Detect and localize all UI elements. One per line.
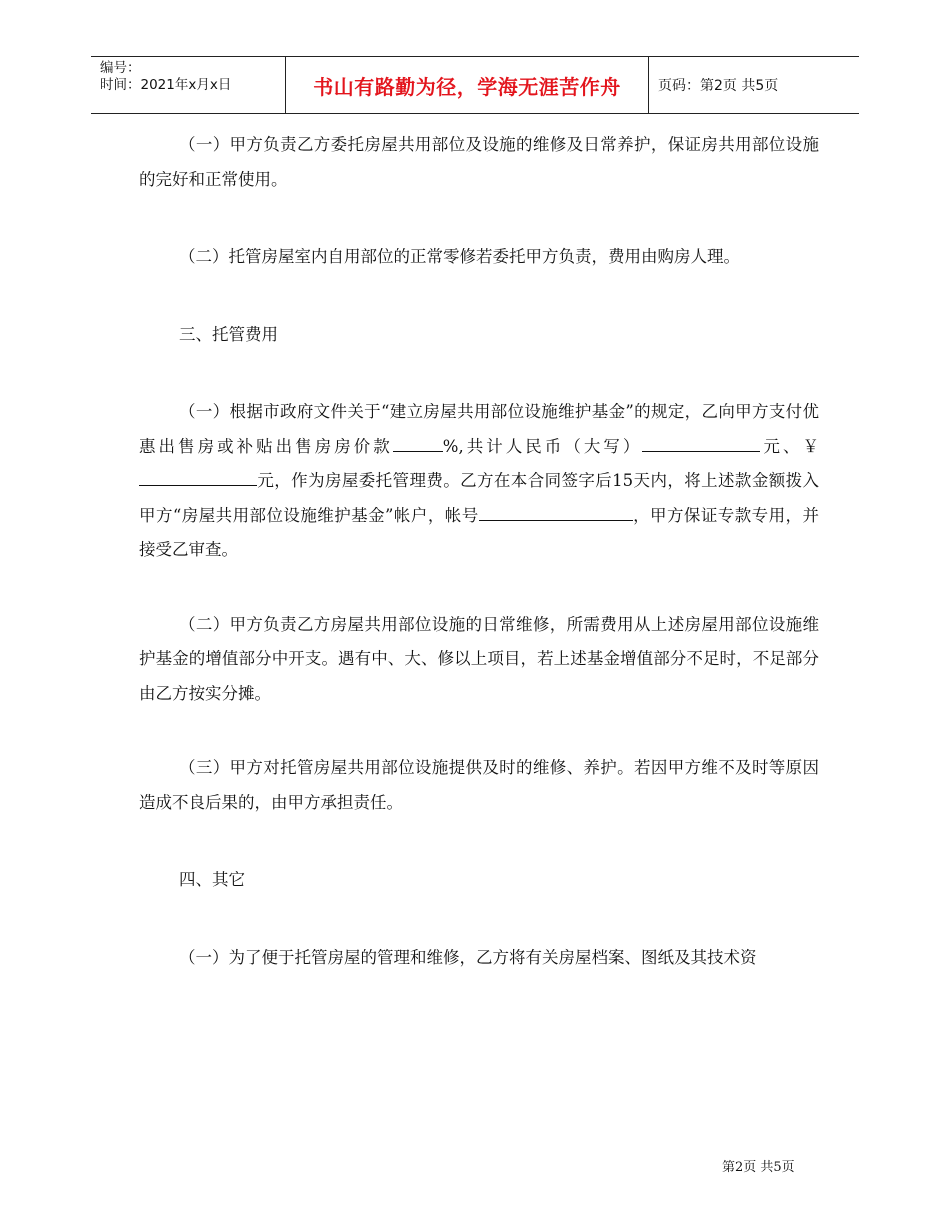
paragraph-3 xyxy=(139,395,819,568)
header-page-info: 页码：第2页 共5页 xyxy=(658,78,779,94)
page-footer: 第2页 共5页 xyxy=(722,1160,795,1175)
document-body xyxy=(139,128,819,975)
page-header xyxy=(91,56,859,114)
paragraph-4: （二）甲方负责乙方房屋共用部位设施的日常维修，所需费用从上述房屋用部位设施维护基金的增值部分中开支。遇有中、大、修以上项目，若上述基金增值部分不足时，不足部分由乙方按实分摊。 xyxy=(139,614,819,703)
paragraph-3-part-a: （一）根据市政府文件关于“建立房屋共用部位设施维护基金”的规定，乙向甲方支付优惠出售房或补贴出售房房价款 xyxy=(139,402,819,456)
paragraph-2: （二）托管房屋室内自用部位的正常零修若委托甲方负责，费用由购房人理。 xyxy=(179,247,740,266)
paragraph-6: （一）为了便于托管房屋的管理和维修，乙方将有关房屋档案、图纸及其技术资 xyxy=(179,947,757,967)
account-number-blank xyxy=(479,503,633,521)
section-heading-3: 三、托管费用 xyxy=(179,324,278,344)
header-motto: 书山有路勤为径，学海无涯苦作舟 xyxy=(286,57,649,113)
paragraph-3-part-b: %,共计人民币（大写） xyxy=(442,436,643,456)
amount-yuan-blank xyxy=(139,469,257,487)
paragraph-1: （一）甲方负责乙方委托房屋共用部位及设施的维修及日常养护，保证房共用部位设施的完好和正常使用。 xyxy=(139,135,819,189)
amount-uppercase-blank xyxy=(642,434,760,452)
paragraph-5: （三）甲方对托管房屋共用部位设施提供及时的维修、养护。若因甲方维不及时等原因造成不良后果的，由甲方承担责任。 xyxy=(139,758,819,812)
section-heading-4: 四、其它 xyxy=(179,870,245,889)
header-meta xyxy=(91,57,286,113)
paragraph-3-part-e: ，甲方保证专款专用，并接受乙审查。 xyxy=(139,505,819,559)
document-time: 时间：2021年x月x日 xyxy=(100,77,232,93)
percent-blank xyxy=(393,434,443,452)
paragraph-3-part-c: 元、￥ xyxy=(760,436,819,456)
paragraph-3-part-d: 元，作为房屋委托管理费。乙方在本合同签字后15天内，将上述款金额拨入甲方“房屋共用部位设施维护基金”帐户，帐号 xyxy=(139,471,819,525)
document-number-label: 编号： xyxy=(100,60,141,76)
